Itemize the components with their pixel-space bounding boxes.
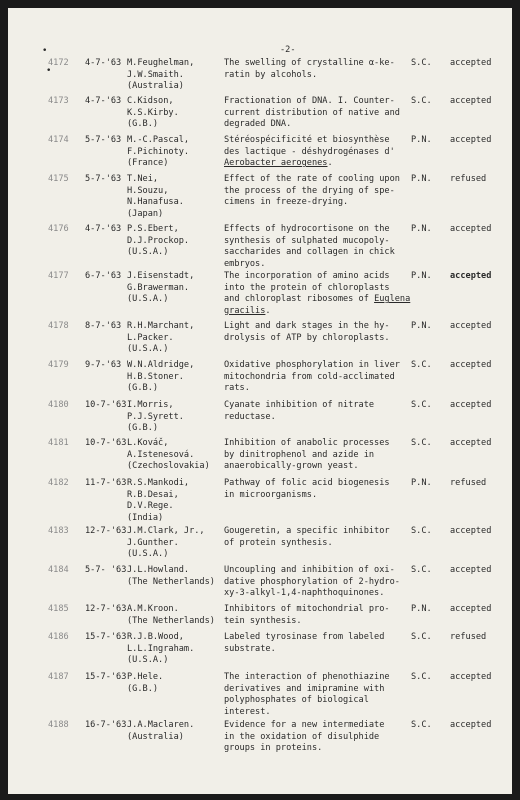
- entry-journal: S.C.: [411, 400, 432, 410]
- entry-number: 4185: [48, 604, 69, 614]
- entry-title: Gougeretin, a specific inhibitor of protein synthesis.: [224, 526, 390, 548]
- entry-title: Inhibition of anabolic processes by dinitrophenol and azide in anaerobically-grown yeast.: [224, 438, 390, 472]
- entry-title: Labeled tyrosinase from labeled substrate.: [224, 632, 385, 654]
- entry-journal: S.C.: [411, 720, 432, 730]
- entry-authors: R.H.Marchant, L.Packer. (U.S.A.): [127, 321, 195, 355]
- entry-status: accepted: [450, 321, 492, 331]
- entry-authors: I.Morris, P.J.Syrett. (G.B.): [127, 400, 184, 434]
- species-name: Aerobacter aerogenes: [224, 158, 328, 169]
- entry-number: 4173: [48, 96, 69, 106]
- entry-title: The swelling of crystalline α-ke- ratin by alcohols.: [224, 58, 395, 80]
- entry-title: Pathway of folic acid biogenesis in microorganisms.: [224, 478, 390, 500]
- entry-date: 4-7-'63: [85, 224, 122, 234]
- entry-journal: P.N.: [411, 478, 432, 488]
- entry-journal: S.C.: [411, 565, 432, 575]
- entry-journal: P.N.: [411, 224, 432, 234]
- entry-authors: T.Nei, H.Souzu, N.Hanafusa. (Japan): [127, 174, 184, 219]
- entry-number: 4176: [48, 224, 69, 234]
- entry-number: 4174: [48, 135, 69, 145]
- entry-journal: S.C.: [411, 672, 432, 682]
- entry-journal: P.N.: [411, 271, 432, 281]
- entry-title: The incorporation of amino acids into the protein of chloroplasts and chloroplast ribosomes of Euglena gracilis.: [224, 271, 411, 316]
- entry-authors: J.Eisenstadt, G.Brawerman. (U.S.A.): [127, 271, 195, 305]
- entry-number: 4184: [48, 565, 69, 575]
- entry-authors: L.Kováč, A.Istenesová. (Czechoslovakia): [127, 438, 210, 472]
- entry-authors: P.S.Ebert, D.J.Prockop. (U.S.A.): [127, 224, 190, 258]
- entry-title: Fractionation of DNA. I. Counter- current distribution of native and degraded DNA.: [224, 96, 400, 130]
- entry-journal: S.C.: [411, 526, 432, 536]
- entry-journal: P.N.: [411, 174, 432, 184]
- entry-date: 16-7-'63: [85, 720, 127, 730]
- entry-title: Cyanate inhibition of nitrate reductase.: [224, 400, 375, 422]
- entry-title: Oxidative phosphorylation in liver mitochondria from cold-acclimated rats.: [224, 360, 400, 394]
- entry-authors: P.Hele. (G.B.): [127, 672, 164, 694]
- entry-status: accepted: [450, 135, 492, 145]
- entry-journal: S.C.: [411, 58, 432, 68]
- entry-status: accepted: [450, 96, 492, 106]
- entry-date: 9-7-'63: [85, 360, 122, 370]
- document-page: [8, 8, 512, 794]
- entry-status: accepted: [450, 720, 492, 730]
- entry-status: accepted: [450, 360, 492, 370]
- entry-status: accepted: [450, 224, 492, 234]
- entry-number: 4181: [48, 438, 69, 448]
- entry-title: The interaction of phenothiazine derivatives and imipramine with polyphosphates of biological interest.: [224, 672, 390, 717]
- entry-title: Inhibitors of mitochondrial pro- tein synthesis.: [224, 604, 390, 626]
- entry-date: 15-7-'63: [85, 672, 127, 682]
- entry-date: 12-7-'63: [85, 604, 127, 614]
- entry-title: Effect of the rate of cooling upon the process of the drying of spe- cimens in freeze-drying.: [224, 174, 400, 208]
- entry-date: 6-7-'63: [85, 271, 122, 281]
- entry-status: refused: [450, 478, 487, 488]
- entry-status: accepted: [450, 400, 492, 410]
- entry-journal: P.N.: [411, 604, 432, 614]
- entry-title: Light and dark stages in the hy- drolysis of ATP by chloroplasts.: [224, 321, 390, 343]
- entry-date: 15-7-'63: [85, 632, 127, 642]
- entry-number: 4186: [48, 632, 69, 642]
- entry-journal: S.C.: [411, 96, 432, 106]
- entry-status: accepted: [450, 672, 492, 682]
- entry-date: 4-7-'63: [85, 96, 122, 106]
- entry-date: 4-7-'63: [85, 58, 122, 68]
- entry-authors: J.M.Clark, Jr., J.Gunther. (U.S.A.): [127, 526, 205, 560]
- entry-authors: M.Feughelman, J.W.Smaith. (Australia): [127, 58, 195, 92]
- entry-date: 8-7-'63: [85, 321, 122, 331]
- entry-title: Effects of hydrocortisone on the synthesis of sulphated mucopoly- saccharides and collagen in chick embryos.: [224, 224, 395, 269]
- entry-authors: C.Kidson, K.S.Kirby. (G.B.): [127, 96, 179, 130]
- entry-authors: R.S.Mankodi, R.B.Desai, D.V.Rege. (India): [127, 478, 190, 523]
- entry-number: 4175: [48, 174, 69, 184]
- entry-date: 12-7-'63: [85, 526, 127, 536]
- entry-journal: S.C.: [411, 632, 432, 642]
- entry-status: refused: [450, 174, 487, 184]
- entry-title: Uncoupling and inhibition of oxi- dative phosphorylation of 2-hydro- xy-3-alkyl-1,4-naphthoquinones.: [224, 565, 400, 599]
- entry-authors: W.N.Aldridge, H.B.Stoner. (G.B.): [127, 360, 195, 394]
- margin-dot: •: [46, 66, 52, 76]
- entry-date: 11-7-'63: [85, 478, 127, 488]
- entry-number: 4172: [48, 58, 69, 68]
- entry-status: accepted: [450, 565, 492, 575]
- entry-date: 5-7-'63: [85, 174, 122, 184]
- entry-number: 4177: [48, 271, 69, 281]
- page-number: -2-: [280, 45, 296, 55]
- entry-status: accepted: [450, 271, 492, 281]
- entry-number: 4180: [48, 400, 69, 410]
- entry-authors: A.M.Kroon. (The Netherlands): [127, 604, 215, 626]
- entry-number: 4178: [48, 321, 69, 331]
- entry-date: 10-7-'63: [85, 400, 127, 410]
- entry-number: 4188: [48, 720, 69, 730]
- entry-status: accepted: [450, 526, 492, 536]
- entry-date: 10-7-'63: [85, 438, 127, 448]
- entry-number: 4187: [48, 672, 69, 682]
- entry-journal: P.N.: [411, 321, 432, 331]
- entry-number: 4182: [48, 478, 69, 488]
- entry-status: accepted: [450, 58, 492, 68]
- entry-authors: R.J.B.Wood, L.L.Ingraham. (U.S.A.): [127, 632, 195, 666]
- entry-authors: M.-C.Pascal, F.Pichinoty. (France): [127, 135, 190, 169]
- entry-number: 4179: [48, 360, 69, 370]
- entry-date: 5-7-'63: [85, 135, 122, 145]
- entry-journal: S.C.: [411, 360, 432, 370]
- entry-status: accepted: [450, 604, 492, 614]
- species-name: gracilis: [224, 305, 266, 316]
- entry-title: Evidence for a new intermediate in the oxidation of disulphide groups in proteins.: [224, 720, 385, 754]
- entry-status: accepted: [450, 438, 492, 448]
- margin-dot: •: [42, 46, 48, 56]
- entry-journal: P.N.: [411, 135, 432, 145]
- entry-journal: S.C.: [411, 438, 432, 448]
- entry-status: refused: [450, 632, 487, 642]
- entry-date: 5-7- '63: [85, 565, 127, 575]
- entry-authors: J.L.Howland. (The Netherlands): [127, 565, 215, 587]
- species-name: Euglena: [374, 294, 411, 305]
- entry-number: 4183: [48, 526, 69, 536]
- entry-title: Stéréospécificité et biosynthèse des lactique - déshydrogénases d' Aerobacter aerogenes.: [224, 135, 395, 169]
- entry-authors: J.A.Maclaren. (Australia): [127, 720, 195, 742]
